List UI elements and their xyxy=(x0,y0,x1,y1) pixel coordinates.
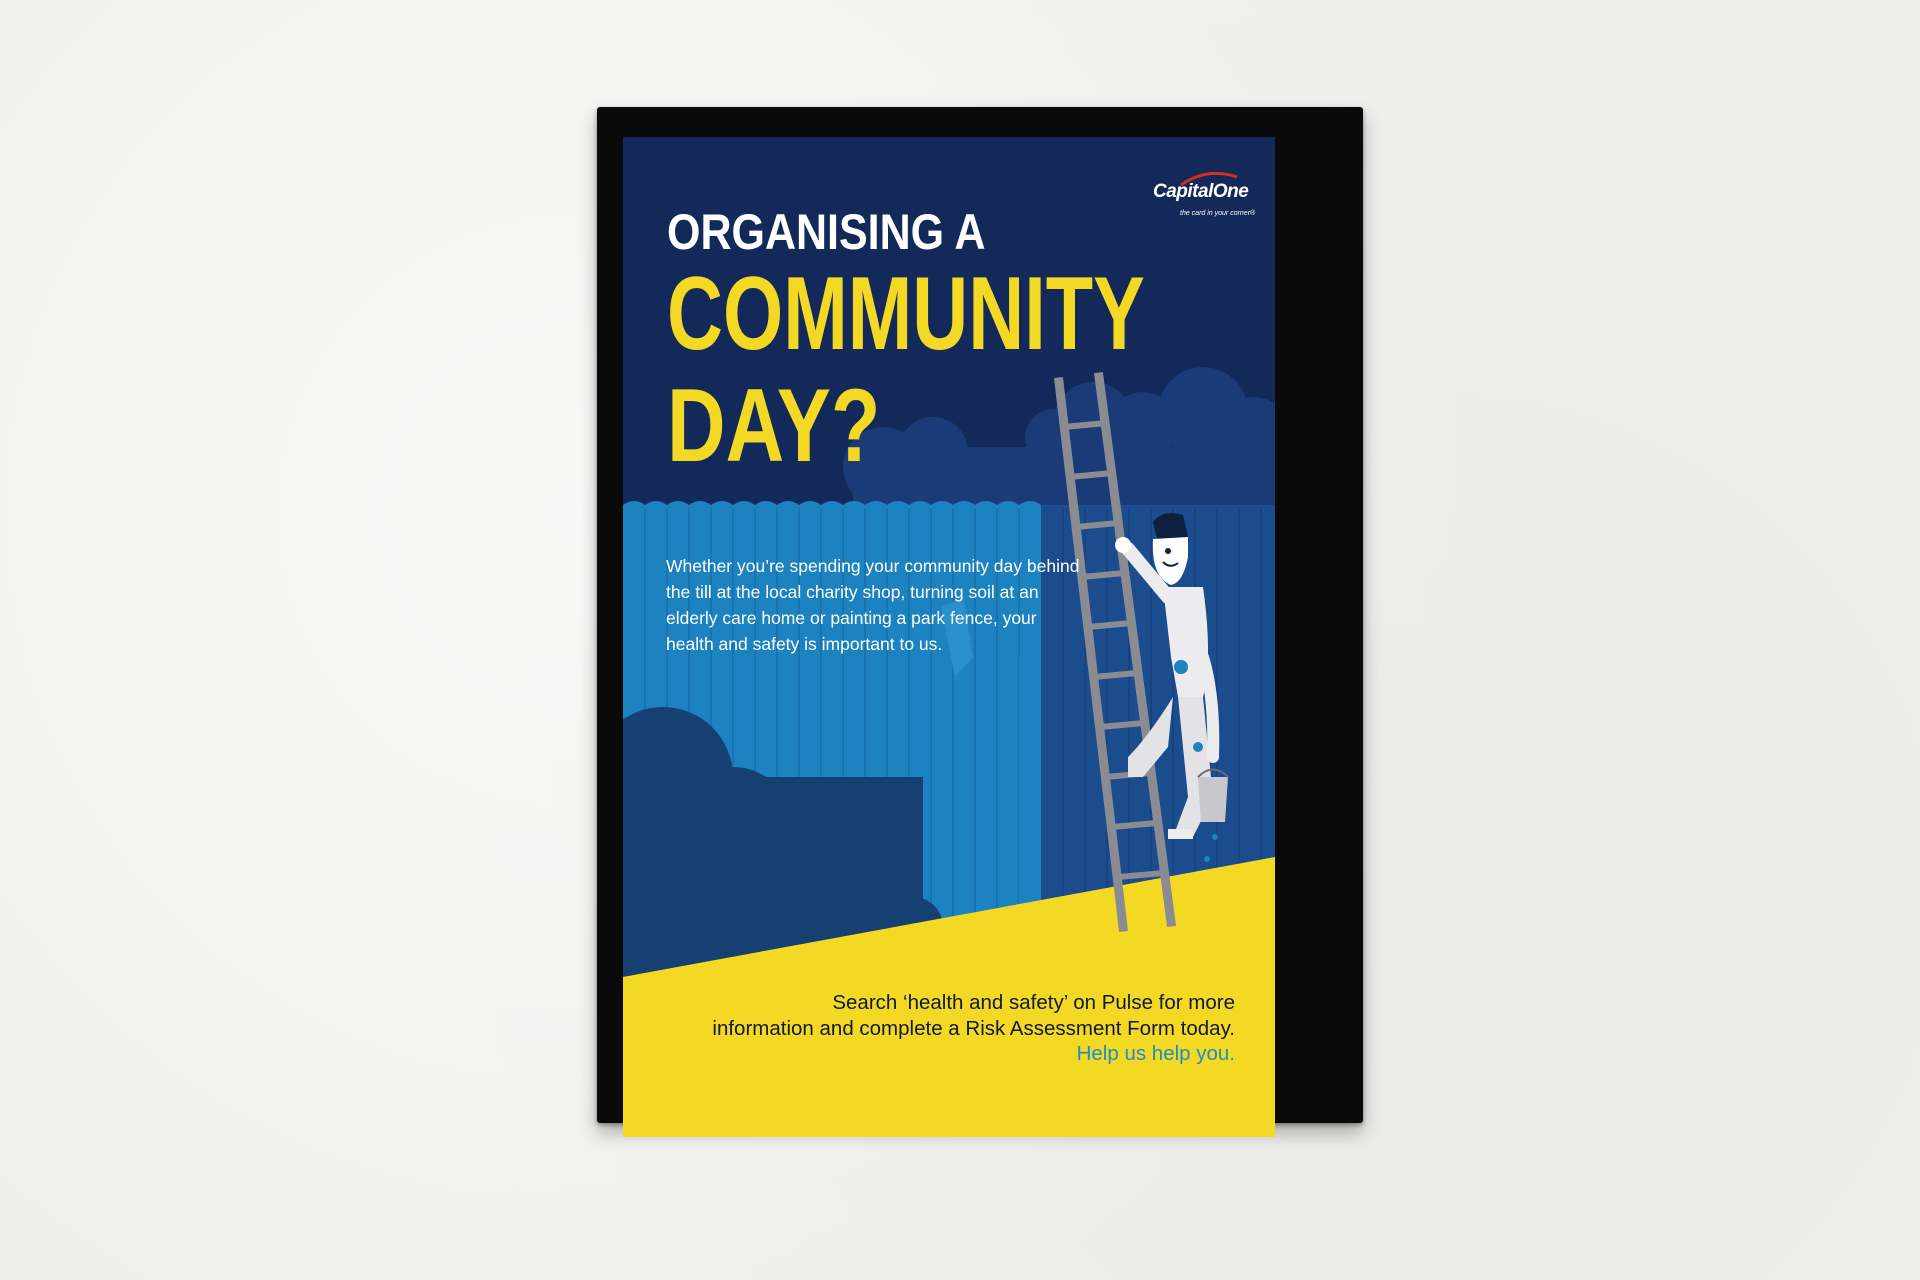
title-line-3: DAY? xyxy=(667,368,881,484)
body-text: Whether you’re spending your community day behind the till at the local charity shop, turning soil at an elderly care home or painting a park fence, your health and safety is important to us. xyxy=(666,555,1080,654)
logo-tagline: the card in your corner® xyxy=(1180,210,1256,217)
title-line-2: COMMUNITY xyxy=(667,256,1145,372)
cta-line: information and complete a Risk Assessment Form today. xyxy=(712,1017,1235,1040)
swoosh-icon xyxy=(1179,171,1239,187)
cta-line: Search ‘health and safety’ on Pulse for more xyxy=(832,991,1235,1014)
title-line-1: ORGANISING A xyxy=(667,204,986,260)
cta-highlight: Help us help you. xyxy=(1076,1042,1235,1065)
poster xyxy=(623,137,1275,1137)
capital-one-logo: CapitalOne xyxy=(1153,181,1249,202)
call-to-action xyxy=(635,990,1235,1042)
